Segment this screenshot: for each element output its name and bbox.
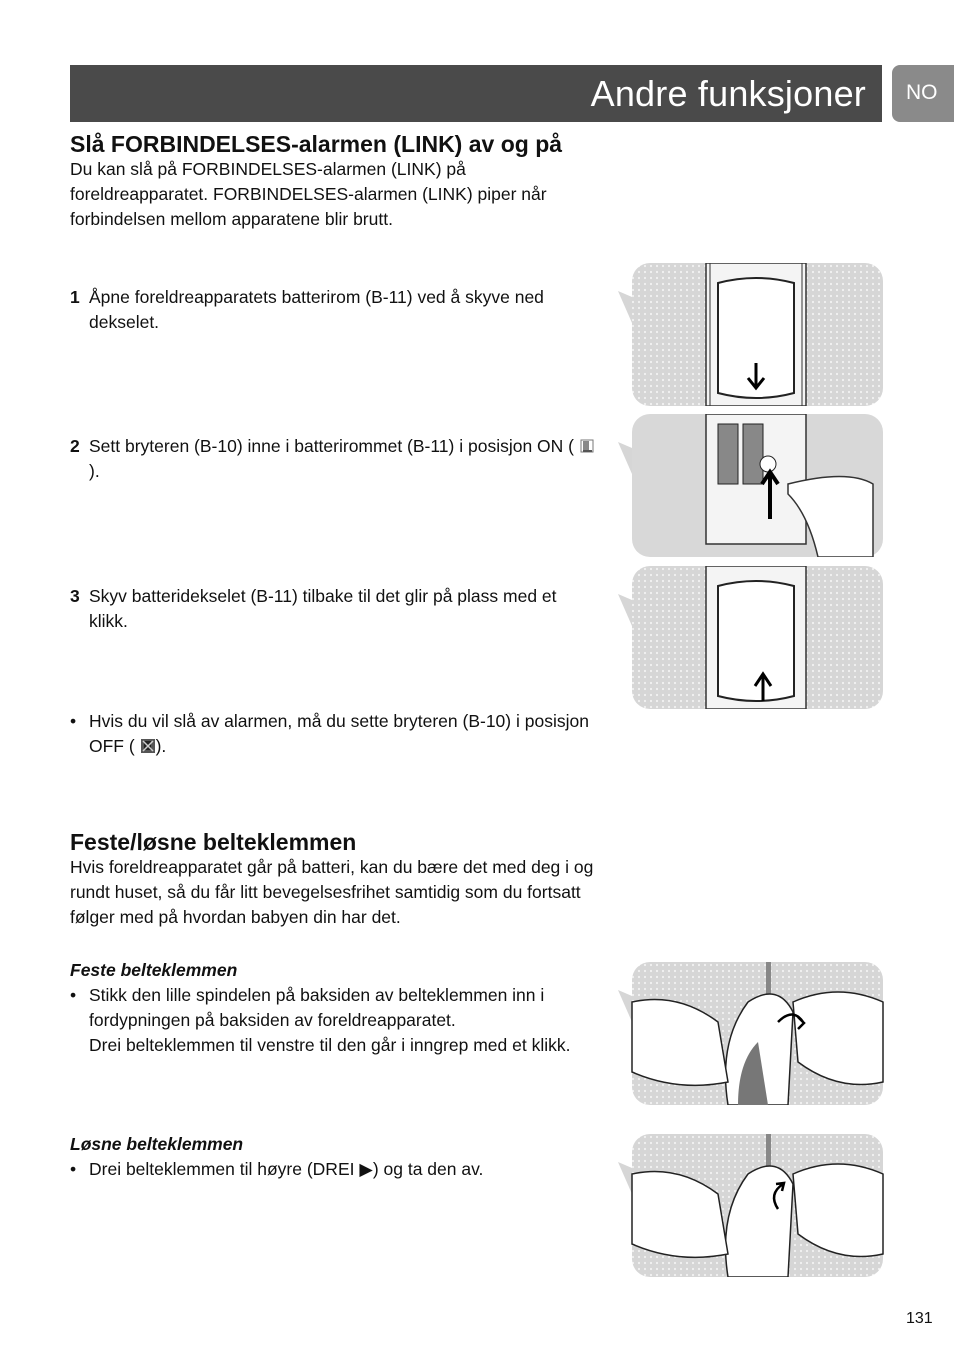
illustration-switch-on <box>618 414 884 557</box>
section-heading-belt-clip: Feste/løsne belteklemmen <box>70 829 357 855</box>
section-heading-link-alarm: Slå FORBINDELSES-alarmen (LINK) av og på <box>70 131 563 157</box>
section-link-alarm <box>70 132 600 232</box>
chapter-title: Andre funksjoner <box>590 73 866 114</box>
bullet-alarm-off <box>70 709 600 759</box>
step-text: Skyv batteridekselet (B-11) tilbake til det glir på plass med et klikk. <box>89 586 557 631</box>
bullet-text-before: Drei belteklemmen til høyre (DREI <box>89 1159 360 1179</box>
chapter-header-bar <box>70 65 882 122</box>
subsection-detach-clip <box>70 1132 600 1157</box>
section-belt-clip <box>70 830 600 930</box>
bullet-text-line2-after: ). <box>155 736 167 756</box>
step-text-before: Sett bryteren (B-10) inne i batterirommet (B-11) i posisjon ON ( <box>89 436 574 456</box>
section-intro-link-alarm: Du kan slå på FORBINDELSES-alarmen (LINK) på foreldreapparatet. FORBINDELSES-alarmen (LINK) piper når forbindelsen mellom apparatene blir brutt. <box>70 159 547 229</box>
subheading-detach: Løsne belteklemmen <box>70 1134 244 1154</box>
language-code: NO <box>906 81 938 104</box>
subsection-attach-clip <box>70 958 600 983</box>
subheading-attach: Feste belteklemmen <box>70 960 238 980</box>
bullet-attach <box>70 983 600 1058</box>
bullet-marker: • <box>70 985 77 1005</box>
step-number: 1 <box>70 287 80 307</box>
step-2 <box>70 434 600 484</box>
language-tab <box>892 65 954 122</box>
step-text-after: ). <box>89 461 100 481</box>
play-arrow-icon: ▶ <box>359 1159 373 1179</box>
step-text: Åpne foreldreapparatets batterirom (B-11) ved å skyve ned dekselet. <box>89 287 544 332</box>
step-1 <box>70 285 600 335</box>
illustration-attach-belt-clip <box>618 962 884 1105</box>
illustration-detach-belt-clip <box>618 1134 884 1277</box>
illustration-close-battery-cover <box>618 566 884 709</box>
bullet-detach <box>70 1157 600 1182</box>
bullet-text-cont: Drei belteklemmen til venstre til den går i inngrep med et klikk. <box>89 1035 571 1055</box>
illustration-open-battery-cover <box>618 263 884 406</box>
bullet-marker: • <box>70 711 77 731</box>
bullet-text-line1: Hvis du vil slå av alarmen, må du sette bryteren (B-10) i posisjon <box>89 711 589 731</box>
step-number: 3 <box>70 586 80 606</box>
page-number: 131 <box>906 1310 933 1327</box>
bullet-text-line2-before: OFF ( <box>89 736 135 756</box>
section-intro-belt-clip: Hvis foreldreapparatet går på batteri, kan du bære det med deg i og rundt huset, så du får litt bevegelsesfrihet samtidig som du fortsatt følger med på hvordan babyen din har det. <box>70 857 594 927</box>
step-number: 2 <box>70 436 80 456</box>
bullet-text-after: ) og ta den av. <box>372 1159 484 1179</box>
bullet-marker: • <box>70 1159 77 1179</box>
link-on-icon <box>579 436 595 452</box>
bullet-text: Stikk den lille spindelen på baksiden av belteklemmen inn i fordypningen på baksiden av foreldreapparatet. <box>89 985 545 1030</box>
link-off-icon <box>140 736 156 752</box>
step-3 <box>70 584 600 634</box>
